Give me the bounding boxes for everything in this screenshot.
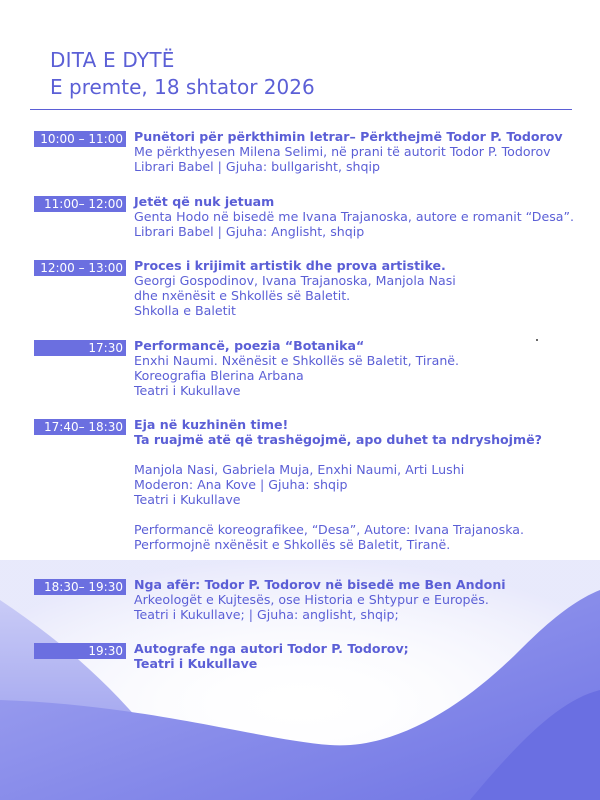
event-subtitle: Ta ruajmë atë që trashëgojmë, apo duhet ta ndryshojmë? xyxy=(134,432,542,447)
time-badge: 18:30– 19:30 xyxy=(34,579,126,595)
event-detail-line: Enxhi Naumi. Nxënësit e Shkollës së Baletit, Tiranë. xyxy=(134,353,460,368)
event-detail-line: Performancë koreografikee, “Desa”, Autore: Ivana Trajanoska. xyxy=(134,522,524,537)
event-title: Jetët që nuk jetuam xyxy=(134,194,275,209)
day-heading xyxy=(50,48,315,100)
event-details xyxy=(134,577,574,622)
event-title: Eja në kuzhinën time! xyxy=(134,417,289,432)
event-detail-line: Librari Babel | Gjuha: Anglisht, shqip xyxy=(134,224,365,239)
event-detail-line: Koreografia Blerina Arbana xyxy=(134,368,304,383)
event-title: Nga afër: Todor P. Todorov në bisedë me Ben Andoni xyxy=(134,577,506,592)
time-badge: 12:00 – 13:00 xyxy=(34,260,126,276)
event-detail-line: Genta Hodo në bisedë me Ivana Trajanoska, autore e romanit “Desa”. xyxy=(134,209,575,224)
event-details xyxy=(134,641,574,671)
event-details xyxy=(134,338,574,398)
time-badge: 17:30 xyxy=(34,340,126,356)
day-title: DITA E DYTË xyxy=(50,48,175,72)
event-detail-line: Georgi Gospodinov, Ivana Trajanoska, Manjola Nasi xyxy=(134,273,456,288)
event-details xyxy=(134,258,574,318)
day-date: E premte, 18 shtator 2026 xyxy=(50,75,315,99)
event-details xyxy=(134,129,574,174)
event-detail-line: Teatri i Kukullave xyxy=(134,492,241,507)
event-detail-line: Me përkthyesen Milena Selimi, në prani të autorit Todor P. Todorov xyxy=(134,144,551,159)
event-title: Performancë, poezia “Botanika“ xyxy=(134,338,365,353)
event-subtitle: Teatri i Kukullave xyxy=(134,656,258,671)
event-details xyxy=(134,194,574,239)
time-badge: 17:40– 18:30 xyxy=(34,419,126,435)
event-title: Autografe nga autori Todor P. Todorov; xyxy=(134,641,409,656)
event-detail-line: Performojnë nxënësit e Shkollës së Baletit, Tiranë. xyxy=(134,537,451,552)
event-detail-line: Teatri i Kukullave xyxy=(134,383,241,398)
event-detail-line: Librari Babel | Gjuha: bullgarisht, shqip xyxy=(134,159,380,174)
divider xyxy=(30,109,572,110)
spacer xyxy=(134,447,574,462)
event-detail-line: Teatri i Kukullave; | Gjuha: anglisht, shqip; xyxy=(134,607,399,622)
event-detail-line: Manjola Nasi, Gabriela Muja, Enxhi Naumi, Arti Lushi xyxy=(134,462,465,477)
event-detail-line: dhe nxënësit e Shkollës së Baletit. xyxy=(134,288,351,303)
event-title: Proces i krijimit artistik dhe prova artistike. xyxy=(134,258,446,273)
time-badge: 10:00 – 11:00 xyxy=(34,131,126,147)
event-details xyxy=(134,417,574,552)
event-detail-line: Moderon: Ana Kove | Gjuha: shqip xyxy=(134,477,348,492)
spacer xyxy=(134,507,574,522)
time-badge: 11:00– 12:00 xyxy=(34,196,126,212)
event-detail-line: Arkeologët e Kujtesës, ose Historia e Shtypur e Europës. xyxy=(134,592,489,607)
event-detail-line: Shkolla e Baletit xyxy=(134,303,236,318)
time-badge: 19:30 xyxy=(34,643,126,659)
event-title: Punëtori për përkthimin letrar– Përkthejmë Todor P. Todorov xyxy=(134,129,563,144)
